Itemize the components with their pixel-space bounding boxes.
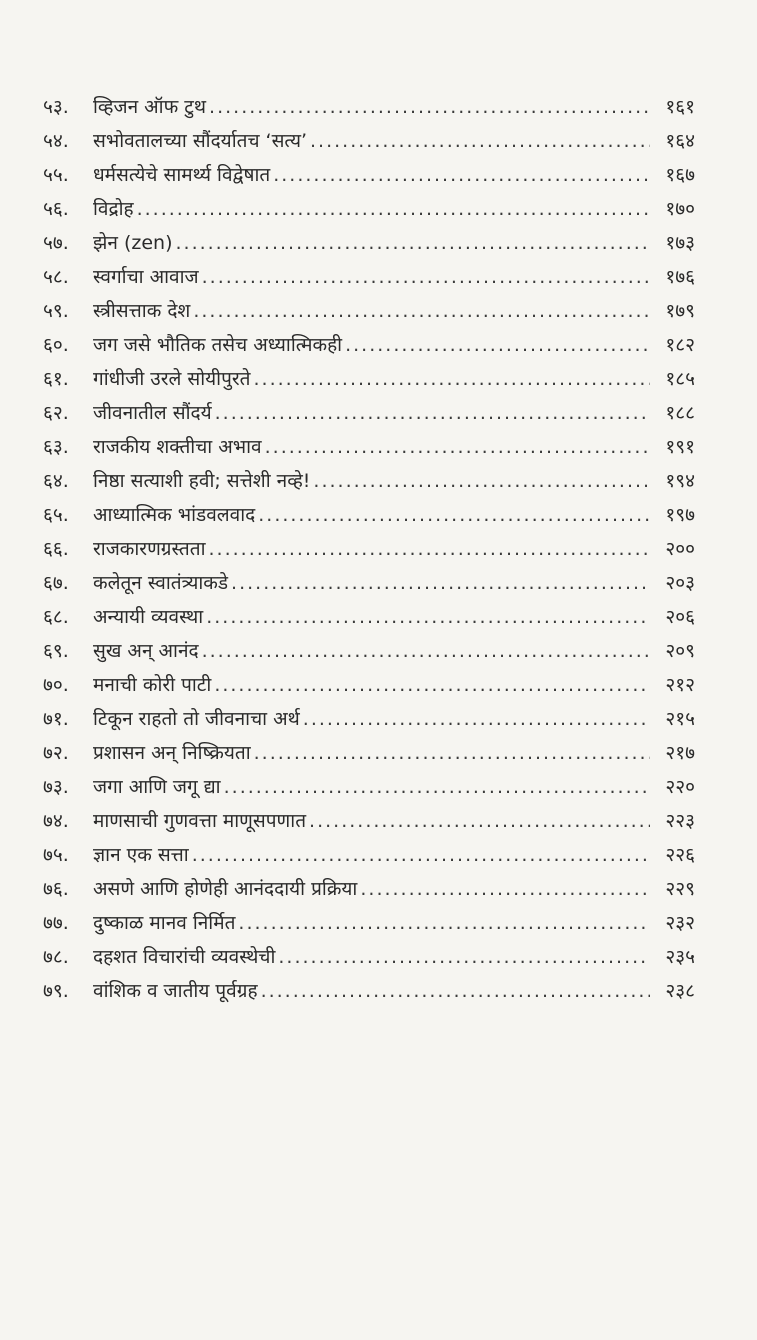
- chapter-title: सुख अन् आनंद: [93, 640, 199, 662]
- chapter-number: ७३.: [43, 776, 69, 798]
- dot-leader: [265, 430, 650, 464]
- page-number: २३८: [665, 980, 695, 1002]
- toc-entry: [43, 532, 695, 566]
- toc-entry: [43, 396, 695, 430]
- toc-entry: [43, 906, 695, 940]
- chapter-title: गांधीजी उरले सोयीपुरते: [93, 368, 251, 390]
- chapter-number: ७२.: [43, 742, 69, 764]
- toc-entry: [43, 668, 695, 702]
- chapter-number: ७७.: [43, 912, 69, 934]
- page-number: २२०: [665, 776, 695, 798]
- chapter-number: ६१.: [43, 368, 69, 390]
- chapter-number: ७५.: [43, 844, 69, 866]
- dot-leader: [273, 158, 650, 192]
- toc-entry: [43, 260, 695, 294]
- toc-entry: [43, 192, 695, 226]
- chapter-number: ६४.: [43, 470, 69, 492]
- dot-leader: [231, 566, 650, 600]
- dot-leader: [192, 838, 650, 872]
- page-number: १९४: [665, 470, 695, 492]
- dot-leader: [261, 974, 650, 1008]
- dot-leader: [202, 260, 650, 294]
- page-number: २३२: [665, 912, 695, 934]
- chapter-title: टिकून राहतो तो जीवनाचा अर्थ: [93, 708, 300, 730]
- dot-leader: [137, 192, 650, 226]
- chapter-number: ५५.: [43, 164, 69, 186]
- page-number: २२९: [665, 878, 695, 900]
- chapter-title: व्हिजन ऑफ टुथ: [93, 96, 207, 118]
- toc-entry: [43, 158, 695, 192]
- page-number: १६७: [665, 164, 695, 186]
- page-number: १८८: [665, 402, 695, 424]
- dot-leader: [303, 702, 650, 736]
- page-number: २०९: [665, 640, 695, 662]
- chapter-title: अन्यायी व्यवस्था: [93, 606, 204, 628]
- chapter-title: दहशत विचारांची व्यवस्थेची: [93, 946, 276, 968]
- chapter-title: सभोवतालच्या सौंदर्यातच ‘सत्य’: [93, 130, 308, 152]
- dot-leader: [193, 294, 650, 328]
- toc-entry: [43, 736, 695, 770]
- dot-leader: [254, 736, 650, 770]
- dot-leader: [215, 396, 650, 430]
- dot-leader: [309, 804, 650, 838]
- page-number: २०६: [665, 606, 695, 628]
- chapter-title: स्वर्गाचा आवाज: [93, 266, 199, 288]
- page-number: १८५: [665, 368, 695, 390]
- dot-leader: [254, 362, 651, 396]
- chapter-title: जगा आणि जगू द्या: [93, 776, 221, 798]
- dot-leader: [278, 940, 650, 974]
- toc-entry: [43, 328, 695, 362]
- dot-leader: [345, 328, 650, 362]
- page-number: १७९: [665, 300, 695, 322]
- dot-leader: [209, 532, 651, 566]
- chapter-title: झेन (zen): [93, 232, 173, 254]
- chapter-number: ६३.: [43, 436, 69, 458]
- chapter-number: ७९.: [43, 980, 69, 1002]
- toc-entry: [43, 226, 695, 260]
- chapter-title: धर्मसत्येचे सामर्थ्य विद्वेषात: [93, 164, 271, 186]
- dot-leader: [202, 634, 650, 668]
- page-number: २००: [665, 538, 695, 560]
- toc-entry: [43, 872, 695, 906]
- dot-leader: [258, 498, 650, 532]
- chapter-number: ६७.: [43, 572, 69, 594]
- dot-leader: [209, 90, 650, 124]
- page-number: २२६: [665, 844, 695, 866]
- chapter-title: राजकीय शक्तीचा अभाव: [93, 436, 262, 458]
- chapter-title: ज्ञान एक सत्ता: [93, 844, 189, 866]
- chapter-title: विद्रोह: [93, 198, 134, 220]
- dot-leader: [313, 464, 650, 498]
- chapter-number: ५९.: [43, 300, 69, 322]
- chapter-number: ६९.: [43, 640, 69, 662]
- page-number: १६१: [665, 96, 695, 118]
- dot-leader: [224, 770, 650, 804]
- dot-leader: [238, 906, 650, 940]
- toc-entry: [43, 294, 695, 328]
- chapter-title: वांशिक व जातीय पूर्वग्रह: [93, 980, 258, 1002]
- page-number: १६४: [665, 130, 695, 152]
- page-number: १७०: [665, 198, 695, 220]
- dot-leader: [175, 226, 650, 260]
- dot-leader: [206, 600, 650, 634]
- page-number: २२३: [665, 810, 695, 832]
- chapter-number: ७०.: [43, 674, 69, 696]
- chapter-number: ५६.: [43, 198, 69, 220]
- page-number: १७३: [665, 232, 695, 254]
- toc-entry: [43, 600, 695, 634]
- chapter-title: राजकारणग्रस्तता: [93, 538, 206, 560]
- page-number: २३५: [665, 946, 695, 968]
- chapter-number: ७१.: [43, 708, 69, 730]
- toc-entry: [43, 362, 695, 396]
- toc-entry: [43, 430, 695, 464]
- dot-leader: [360, 872, 650, 906]
- toc-entry: [43, 804, 695, 838]
- page-number: २१२: [665, 674, 695, 696]
- chapter-title: प्रशासन अन् निष्क्रियता: [93, 742, 251, 764]
- chapter-number: ६०.: [43, 334, 69, 356]
- chapter-title: जग जसे भौतिक तसेच अध्यात्मिकही: [93, 334, 343, 356]
- chapter-number: ६२.: [43, 402, 69, 424]
- chapter-title: कलेतून स्वातंत्र्याकडे: [93, 572, 229, 594]
- chapter-number: ६५.: [43, 504, 69, 526]
- chapter-number: ६६.: [43, 538, 69, 560]
- chapter-number: ५४.: [43, 130, 69, 152]
- chapter-title: जीवनातील सौंदर्य: [93, 402, 212, 424]
- chapter-title: मनाची कोरी पाटी: [93, 674, 212, 696]
- toc-entry: [43, 464, 695, 498]
- page-number: १८२: [665, 334, 695, 356]
- table-of-contents: [43, 90, 695, 1008]
- toc-entry: [43, 940, 695, 974]
- dot-leader: [214, 668, 650, 702]
- page-number: २०३: [665, 572, 695, 594]
- toc-entry: [43, 634, 695, 668]
- toc-entry: [43, 124, 695, 158]
- chapter-title: माणसाची गुणवत्ता माणूसपणात: [93, 810, 307, 832]
- page-number: २१७: [665, 742, 695, 764]
- toc-entry: [43, 498, 695, 532]
- chapter-number: ५८.: [43, 266, 69, 288]
- dot-leader: [310, 124, 650, 158]
- chapter-number: ७६.: [43, 878, 69, 900]
- chapter-number: ५७.: [43, 232, 69, 254]
- chapter-title: निष्ठा सत्याशी हवी; सत्तेशी नव्हे!: [93, 470, 311, 492]
- toc-entry: [43, 702, 695, 736]
- chapter-number: ७४.: [43, 810, 69, 832]
- chapter-title: स्त्रीसत्ताक देश: [93, 300, 191, 322]
- page-number: २१५: [665, 708, 695, 730]
- toc-entry: [43, 838, 695, 872]
- page-number: १७६: [665, 266, 695, 288]
- page-number: १९७: [665, 504, 695, 526]
- toc-entry: [43, 566, 695, 600]
- chapter-title: दुष्काळ मानव निर्मित: [93, 912, 236, 934]
- page-number: १९१: [665, 436, 695, 458]
- chapter-number: ५३.: [43, 96, 69, 118]
- chapter-number: ७८.: [43, 946, 69, 968]
- toc-entry: [43, 770, 695, 804]
- chapter-title: आध्यात्मिक भांडवलवाद: [93, 504, 256, 526]
- toc-entry: [43, 974, 695, 1008]
- toc-entry: [43, 90, 695, 124]
- chapter-number: ६८.: [43, 606, 69, 628]
- chapter-title: असणे आणि होणेही आनंददायी प्रक्रिया: [93, 878, 358, 900]
